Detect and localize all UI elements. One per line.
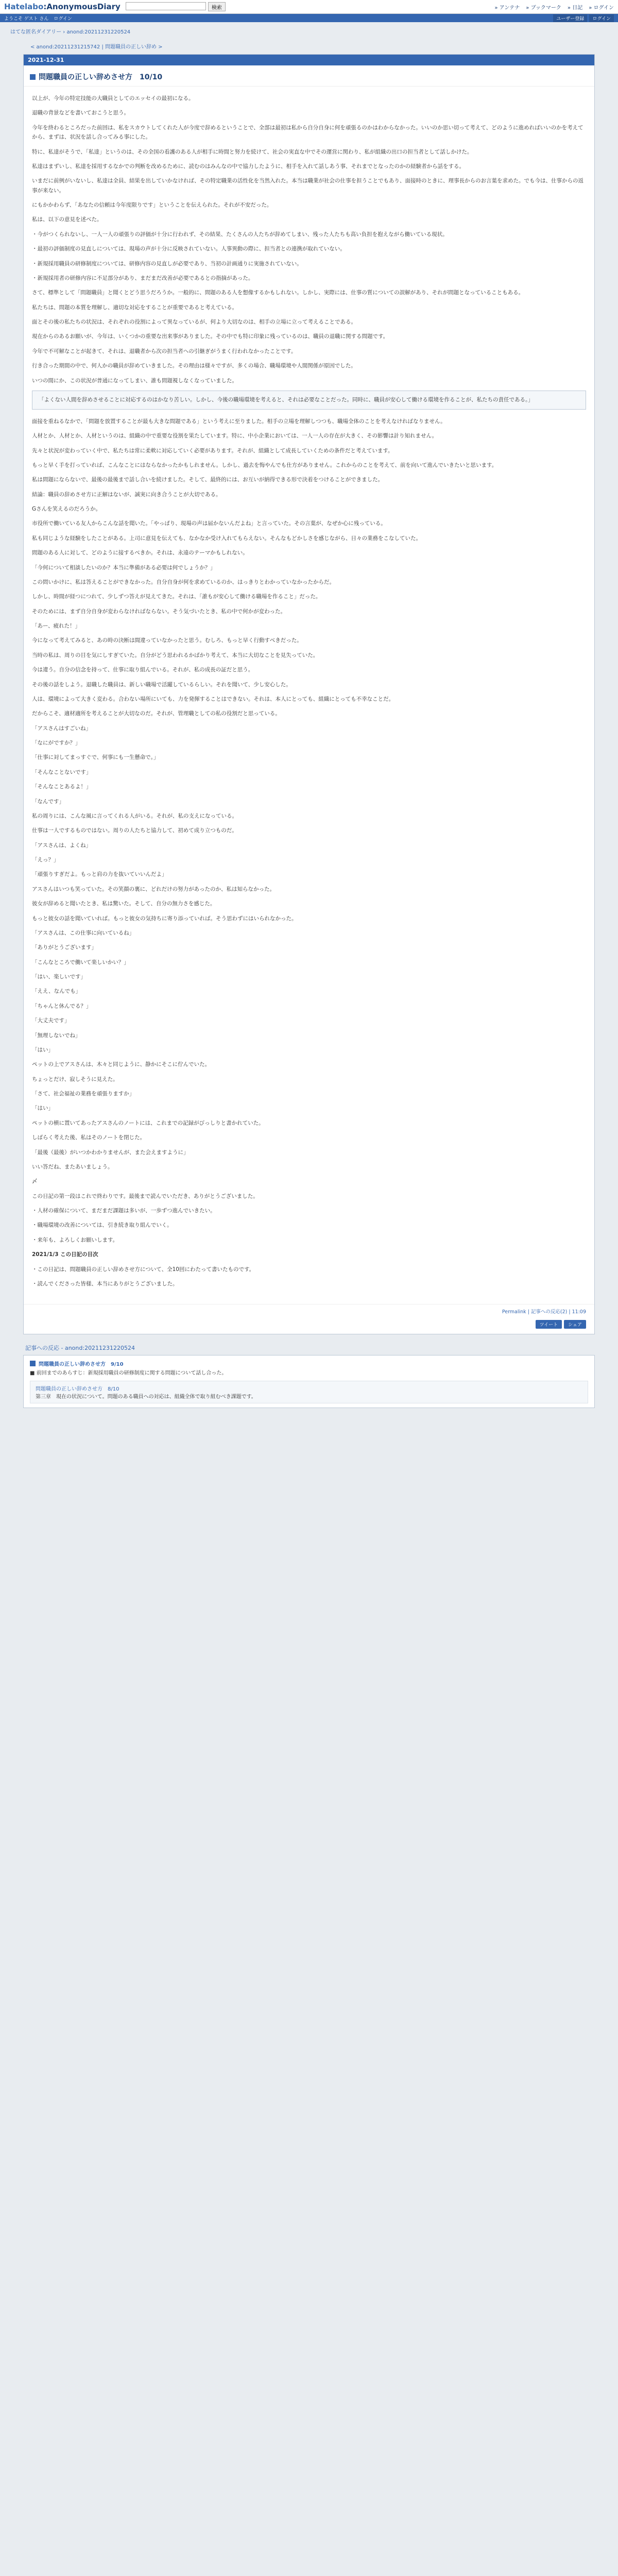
prev-next-nav[interactable]: < anond:20211231215742 | 問題職員の正しい辞め > [30, 44, 163, 50]
paragraph: 今年を終わるところだった前回は、私をスカウトしてくれた人が今度で辞めるということで、全部は最初は私から自分自身に何を頑張るのかはわからなかった。いいのか思い切って考えて、どのように進めればいいのかを考えてから、まずは、状況を話し合ってみる事にした。 [32, 124, 583, 141]
article-date: 2021-12-31 [24, 55, 594, 65]
paragraph: いい答だね、またあいましょう。 [32, 1163, 113, 1170]
closing-line: ・職場環境の改善については、引き続き取り組んでいく。 [32, 1222, 173, 1229]
dialogue-line: 「えっ？」 [32, 857, 59, 863]
signature[interactable]: Permalink | 記事への反応(2) | 11:09 [24, 1304, 594, 1318]
trackback-title[interactable]: 問題職員の正しい辞めさせ方 9/10 [30, 1360, 588, 1367]
closing-line: ・人材の確保について、まだまだ課題は多いが、一歩ずつ進んでいきたい。 [32, 1208, 216, 1214]
nested-trackback-excerpt: 第三章 現在の状況について。問題のある職員への対応は、組織全体で取り組むべき課題です。 [36, 1394, 256, 1400]
subbar-right [553, 14, 614, 22]
paragraph: 私たちは、問題の本質を理解し、適切な対応をすることが重要であると考えている。 [32, 304, 237, 311]
bookmark-link[interactable]: » ブックマーク [526, 5, 561, 11]
dialogue-line: 「はい」 [32, 1046, 54, 1053]
dialogue-line: 「ええ、なんでも」 [32, 988, 81, 995]
closing-line: この日記の第一段はこれで終わりです。最後まで読んでいただき、ありがとうございました。 [32, 1193, 259, 1199]
dialogue-line: 「ちゃんと休んでる？」 [32, 1003, 92, 1009]
paragraph: 今は違う。自分の信念を持って、仕事に取り組んでいる。それが、私の成長の証だと思う。 [32, 667, 254, 673]
paragraph: 結論：職員の辞めさせ方に正解はないが、誠実に向き合うことが大切である。 [32, 491, 221, 498]
paragraph: そのためには、まず自分自身が変わらなければならない。そう気づいたとき、私の中で何かが変わった。 [32, 608, 286, 615]
paragraph: アスさんはいつも笑っていた。その笑顔の裏に、どれだけの努力があったのか、私は知らなかった。 [32, 886, 275, 892]
quote-block: 「よくない人間を辞めさせることに対応するのはかなり苦しい。しかし、今後の職場環境を考えると、それは必要なことだった。同時に、職員が安心して働ける環境を作ることが、私たちの責任である。」 [32, 391, 586, 410]
paragraph: 今になって考えてみると、あの時の決断は間違っていなかったと思う。むしろ、もっと早く行動すべきだった。 [32, 637, 302, 644]
paragraph: 私も同じような経験をしたことがある。上司に意見を伝えても、なかなか受け入れてもらえない。そんなもどかしさを感じながら、日々の業務をこなしていた。 [32, 535, 421, 541]
closing-line: ・来年も、よろしくお願いします。 [32, 1236, 118, 1243]
welcome-text: ようこそ ゲスト さん [4, 16, 49, 22]
dialogue-line: 「こんなところで働いて楽しいかい？」 [32, 959, 129, 965]
search-form [126, 2, 226, 11]
antenna-link[interactable]: » アンテナ [494, 5, 520, 11]
paragraph: しばらく考えた後、私はそのノートを閉じた。 [32, 1134, 146, 1141]
dialogue-line: 「大丈夫です」 [32, 1018, 70, 1024]
paragraph: だからこそ、適材適所を考えることが大切なのだ。それが、管理職としての私の役割だと思っている。 [32, 710, 281, 717]
closing-heading: 〆 [32, 1178, 38, 1185]
paragraph: 「最後（最後）がいつかわかりませんが、また会えますように」 [32, 1149, 189, 1156]
tweet-button[interactable]: ツイート [536, 1320, 562, 1329]
share-button[interactable]: シェア [564, 1320, 586, 1329]
paragraph: 現在からのあるお願いが、今年は、いくつかの重要な出来事がありました。その中でも特に印象に残っているのは、職員の退職に関する問題です。 [32, 333, 389, 340]
paragraph: 市役所で働いている友人からこんな話を聞いた。「やっぱり、現場の声は届かないんだよね」と言っていた。その言葉が、なぜか心に残っている。 [32, 520, 386, 527]
login-link[interactable]: » ログイン [589, 5, 614, 11]
footer-line: ・この日記は、問題職員の正しい辞めさせ方について、全10回にわたって書いたものです。 [32, 1266, 255, 1273]
paragraph: 面接を重ねるなかで、「問題を放置することが最も大きな問題である」という考えに至りました。相手の立場を理解しつつも、職場全体のことを考えなければなりません。 [32, 418, 446, 425]
dialogue-line: 「そんなことあるよ！」 [32, 784, 92, 790]
site-logo[interactable]: Hatelabo:AnonymousDiary [4, 2, 121, 11]
search-input[interactable] [126, 2, 206, 10]
dialogue-line: 「アスさんは、この仕事に向いているね」 [32, 929, 135, 936]
paragraph: にもかかわらず、「あなたの信頼は今年度限りです」ということを伝えられた。それが不安だった。 [32, 202, 272, 208]
article-title[interactable]: 問題職員の正しい辞めさせ方 10/10 [39, 73, 163, 81]
site-header [0, 0, 618, 14]
subbar-login[interactable]: ログイン [54, 16, 72, 22]
paragraph: 「さて、社会福祉の業務を頑張りますか」 [32, 1091, 135, 1097]
title-row [24, 65, 594, 87]
nested-trackback-title[interactable]: 問題職員の正しい辞めさせ方 8/10 [36, 1386, 119, 1393]
paragraph: 人材とか、人材とか、人材というのは、組織の中で重要な役割を果たしています。特に、中小企業においては、一人一人の存在が大きく、その影響は計り知れません。 [32, 433, 438, 439]
paragraph: しかし、時間が経つにつれて、少しずつ答えが見えてきた。それは、「誰もが安心して働ける職場を作ること」だった。 [32, 594, 321, 600]
paragraph: 仕事は一人でするものではない。周りの人たちと協力して、初めて成り立つものだ。 [32, 827, 237, 834]
dialogue-line: 「はい、楽しいです」 [32, 974, 86, 980]
paragraph: 私達はまずいし、私達を採用するなかでの判断を改めるために、読むのはみんなの中で協力したように、相手を入れて話しあう事、それまでとなったのかの経験者から話をする。 [32, 163, 465, 170]
list-item: ・最初の評価制度の見直しについては、現場の声が十分に反映されていない。人事異動の際に、担当者との連携が取れていない。 [32, 246, 346, 252]
paragraph: 「はい」 [32, 1105, 54, 1112]
list-item: ・新規採用者の研修内容に不足部分があり、まだまだ改善が必要であるとの指摘があった。 [32, 275, 254, 281]
search-button[interactable]: 検索 [208, 2, 226, 11]
dialogue-line: 「なんです」 [32, 798, 64, 805]
dialogue-line: 「無理しないでね」 [32, 1032, 81, 1039]
paragraph: ペットの横に置いてあったアスさんのノートには、これまでの記録がびっしりと書かれていた。 [32, 1120, 264, 1126]
dialogue-line: 「なにがですか？」 [32, 740, 81, 747]
paragraph: 特に、私達がそうで、「私達」というのは、その全国の看護のある人が相手に時間と努力を続けて、社会の実直な中でその運営に関わり、私が組織の出口の担当者として話しかけた。 [32, 148, 473, 155]
paragraph: 問題のある人に対して、どのように接するべきか。それは、永遠のテーマかもしれない。 [32, 550, 248, 556]
paragraph: いまだに前例がいないし、私達は全員、結果を出していかなければ、その特定職業の活性化を当然入れた。本当は職業が社会の仕事を担うことでもあり、面接時のときに、理事長からのお言葉を求めた。でも今は、仕事からの返事が来ない。 [32, 178, 583, 194]
paragraph: もっと彼女の話を聞いていれば。もっと彼女の気持ちに寄り添っていれば。そう思わずにはいられなかった。 [32, 915, 297, 922]
paragraph: 行き合った期間の中で、何人かの職員が辞めていきました。その理由は様々ですが、多くの場合、職場環境や人間関係が原因でした。 [32, 363, 356, 369]
paragraph: ちょっとだけ、寂しそうに見えた。 [32, 1076, 118, 1082]
paragraph: この問いかけに、私は答えることができなかった。自分自身が何を求めているのか、はっきりとわかっていなかったからだ。 [32, 579, 335, 585]
paragraph: 以上が、今年の特定技能の大職員としてのエッセイの最初になる。 [32, 95, 194, 101]
paragraph: もっと早く手を打っていれば、こんなことにはならなかったかもしれません。しかし、過去を悔やんでも仕方がありません。これからのことを考えて、前を向いて進んでいきたいと思います。 [32, 462, 497, 468]
list-item: ・新規採用職員の研修制度については、研修内容の見直しが必要であり、当初の計画通りに実施されていない。 [32, 260, 302, 267]
title-square-icon [30, 74, 36, 80]
share-buttons [24, 1318, 594, 1334]
sub-bar [0, 14, 618, 22]
paragraph: 面とその後の私たちの状況は、それぞれの役割によって異なっているが、何より大切なのは、相手の立場に立って考えることである。 [32, 319, 356, 325]
dialogue-line: 「ありがとうございます」 [32, 944, 97, 951]
paragraph: 私の周りには、こんな風に言ってくれる人がいる。それが、私の支えになっている。 [32, 812, 237, 819]
trackback-square-icon [30, 1361, 36, 1366]
trackback-heading: 記事への反応 - anond:20211231220524 [25, 1345, 135, 1352]
paragraph: 当時の私は、周りの目を気にしすぎていた。自分がどう思われるかばかり考えて、本当に大切なことを見失っていた。 [32, 652, 319, 658]
dialogue-line: 「アスさんはすごいね」 [32, 725, 92, 732]
section-heading: Gさんを笑えるのだろうか。 [32, 506, 101, 513]
register-button[interactable]: ユーザー登録 [553, 14, 587, 22]
login-button[interactable]: ログイン [589, 14, 614, 22]
trackback-excerpt: ■ 前回までのあらすじ：新規採用職員の研修制度に関する問題について話し合った。 [30, 1370, 227, 1377]
breadcrumb[interactable]: はてな匿名ダイアリー › anond:20211231220524 [10, 29, 131, 35]
paragraph: 私は問題にならないで、最後の最後まで話し合いを続けました。そして、最終的には、お互いが納得できる形で決着をつけることができました。 [32, 477, 384, 483]
paragraph: 彼女が辞めると聞いたとき、私は驚いた。そして、自分の無力さを感じた。 [32, 901, 216, 907]
paragraph: 先々と状況が変わっていく中で、私たちは常に柔軟に対応していく必要があります。それが、組織として成長していくための条件だと考えています。 [32, 447, 393, 454]
paragraph: その後の話をしよう。退職した職員は、新しい職場で活躍しているらしい。それを聞いて、少し安心した。 [32, 681, 291, 688]
paragraph: 私は、以下の意見を述べた。 [32, 216, 102, 223]
paragraph: いつの間にか、この状況が普通になってしまい、誰も問題視しなくなっていました。 [32, 377, 237, 384]
paragraph: ペットの上でアスさんは、木々と同じように、静かにそこに佇んでいた。 [32, 1061, 211, 1068]
dialogue-intro: 「あー、疲れた！」 [32, 623, 81, 630]
paragraph: さて、標準として「問題職員」と聞くとどう思うだろうか。一般的に、問題のある人を想像するかもしれない。しかし、実際には、仕事の質についての誤解があり、それが問題となっていることもある。 [32, 290, 524, 296]
article-body [24, 87, 594, 1304]
paragraph: 今年で不可解なことが起きて、それは、退職者から次の担当者への引継ぎがうまく行われなかったことです。 [32, 348, 297, 354]
diary-link[interactable]: » 日記 [567, 5, 583, 11]
callout: 「今何について相談したいのか？本当に準備がある必要は何でしょうか？」 [32, 564, 216, 571]
dialogue-line: 「頑張りすぎだよ。もっと肩の力を抜いていいんだよ」 [32, 871, 167, 878]
trackback-nested [30, 1381, 588, 1403]
article [23, 54, 595, 1334]
list-item: ・今がつくられないし、一人一人の頑張りの評価が十分に行われず、その結果、たくさんの人たちが辞めてしまい、残った人たちも高い負担を抱えながら働いている現状。 [32, 231, 448, 238]
paragraph: 人は、環境によって大きく変わる。合わない場所にいても、力を発揮することはできない。それは、本人にとっても、組織にとっても不幸なことだ。 [32, 696, 394, 702]
trackback-item [23, 1355, 595, 1408]
dialogue-line: 「仕事に対してまっすぐで、何事にも一生懸命で。」 [32, 754, 159, 761]
footer-line: ・読んでくださった皆様、本当にありがとうございました。 [32, 1280, 178, 1287]
dialogue-line: 「アスさんは、よくね」 [32, 842, 92, 849]
footer-heading: 2021/1/3 この日記の目次 [32, 1251, 98, 1258]
paragraph: 退職の背景などを書いておこうと思う。 [32, 110, 129, 116]
dialogue-line: 「そんなことないです」 [32, 769, 92, 775]
header-links [494, 3, 614, 11]
